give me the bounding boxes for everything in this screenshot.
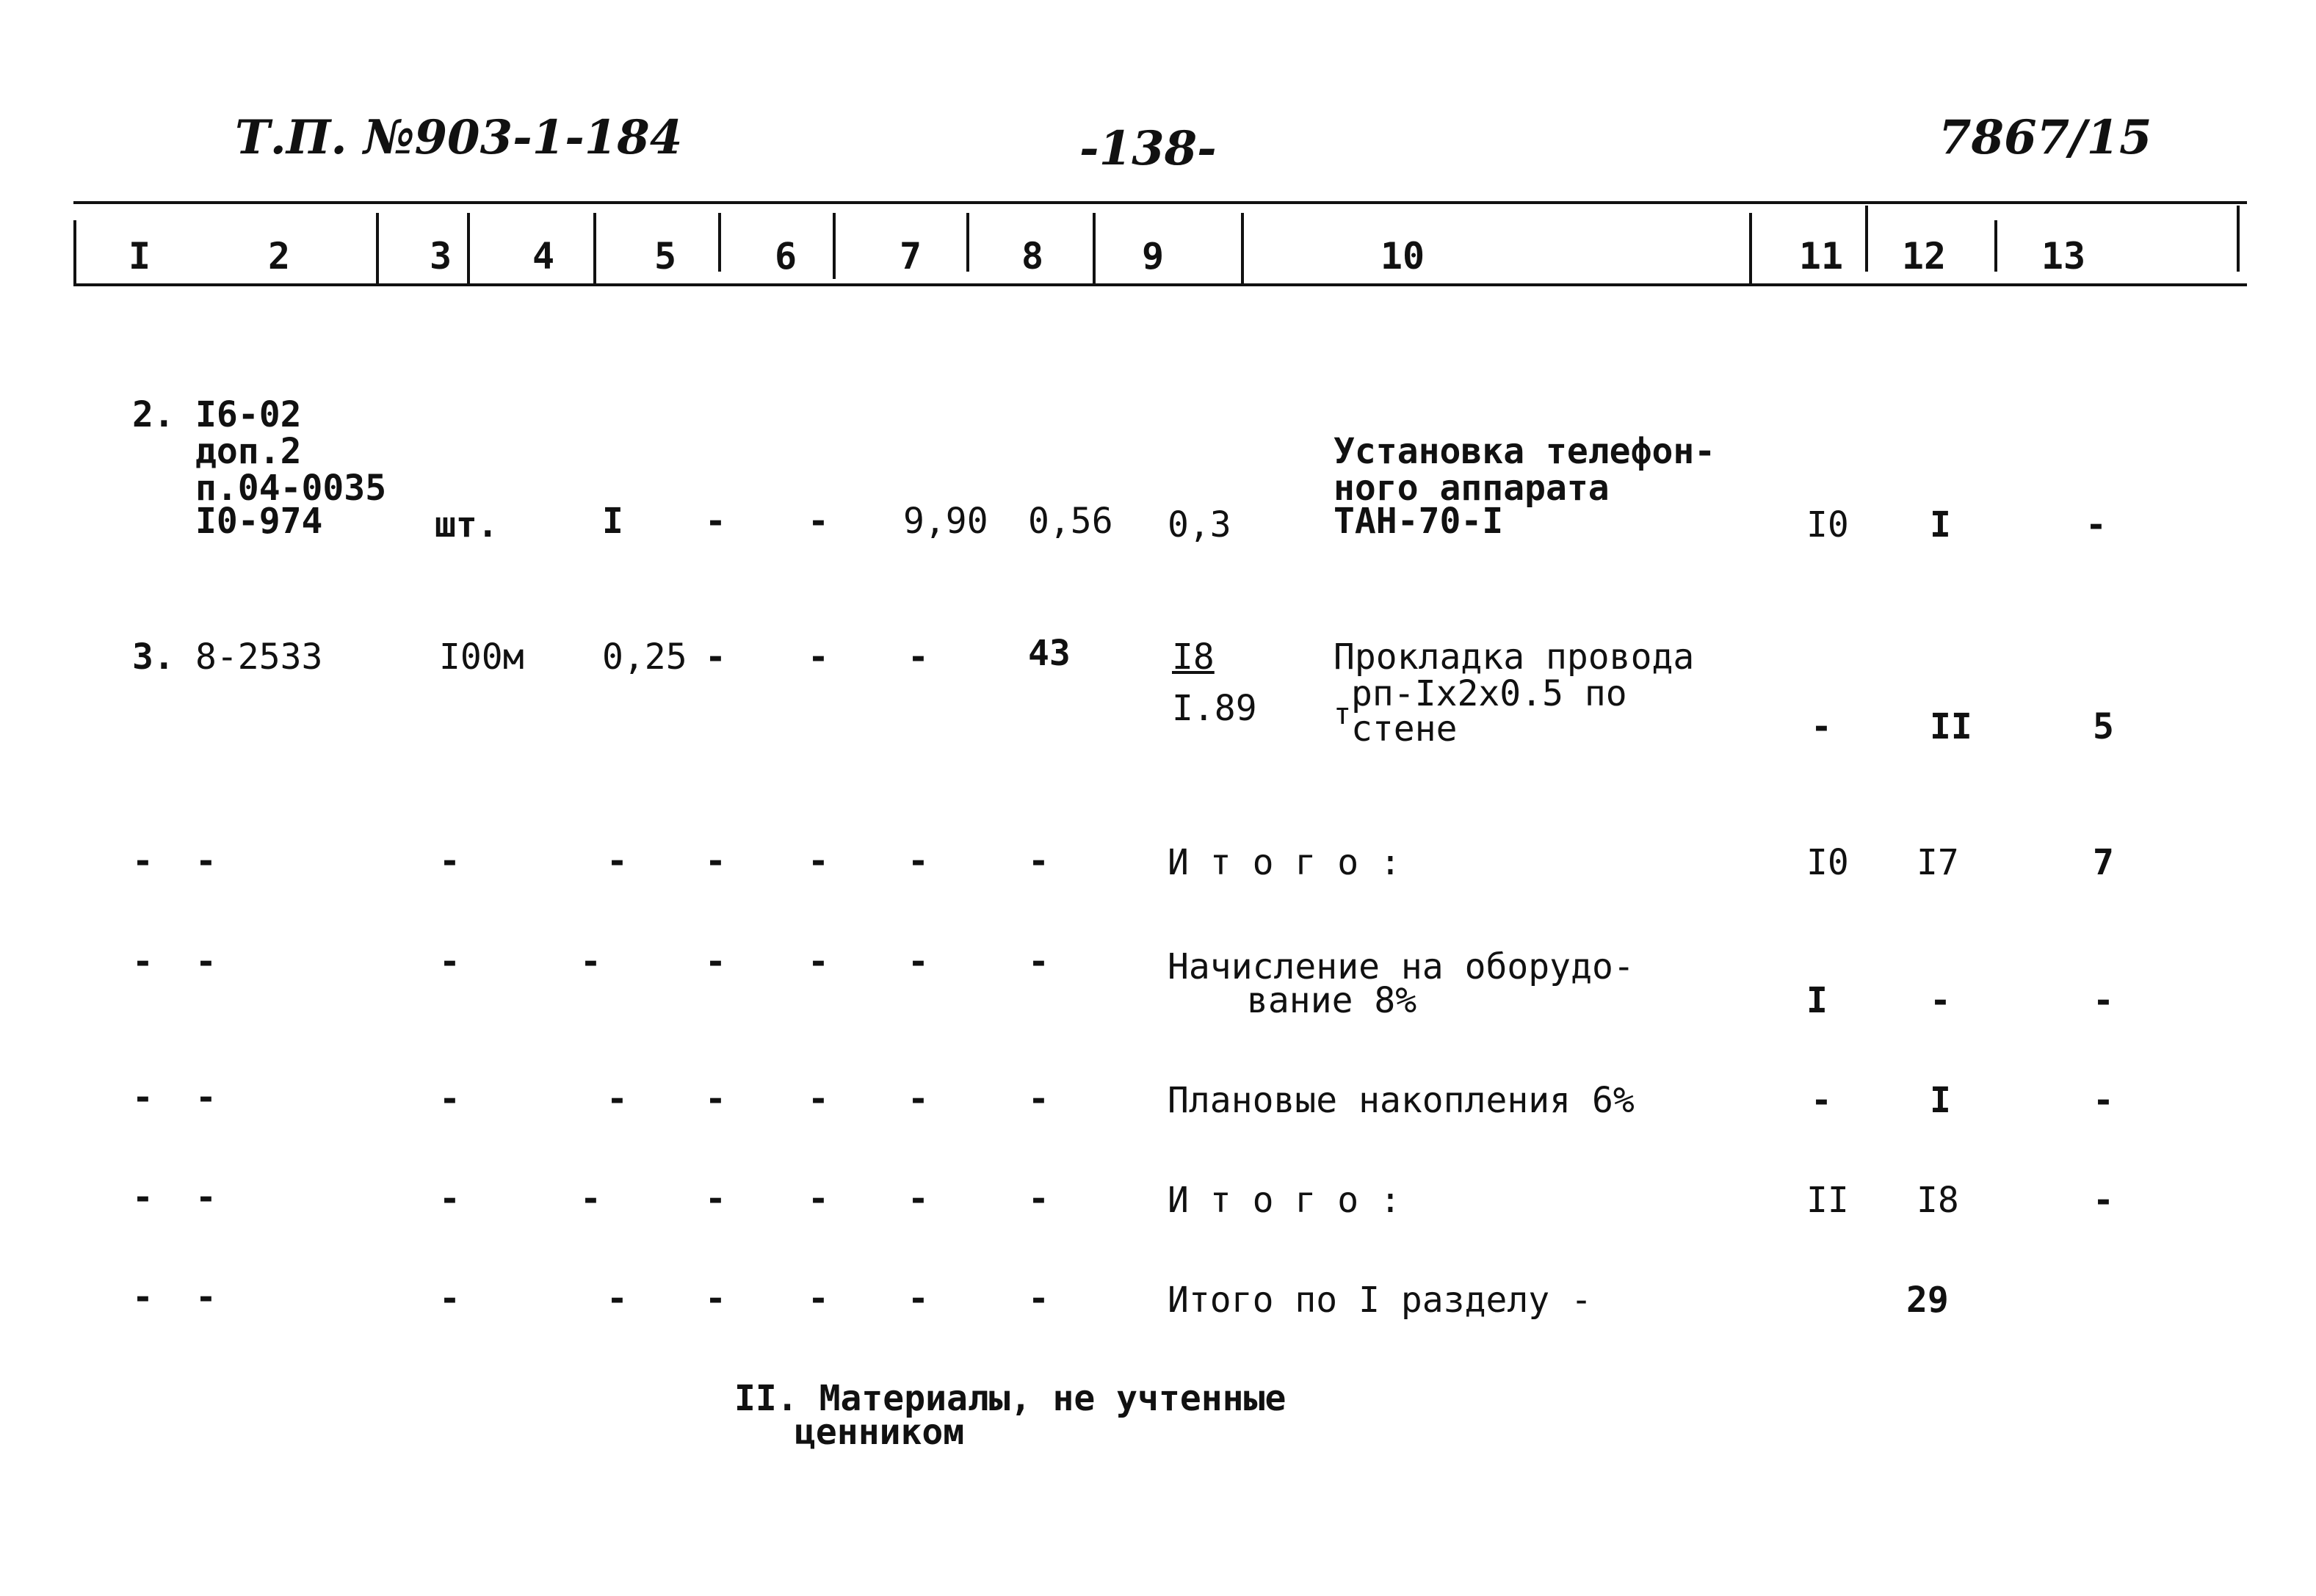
summary-label: вание 8%	[1247, 980, 1417, 1021]
dash-cell: -	[439, 1278, 460, 1319]
dash-cell: -	[607, 1278, 628, 1319]
column-number: 12	[1901, 235, 1947, 278]
column-number: 3	[429, 235, 452, 278]
unit-cell: I00м	[439, 636, 524, 678]
dash-cell: -	[1028, 1178, 1049, 1219]
dash-cell: -	[808, 1078, 829, 1120]
column-number: 2	[267, 235, 291, 278]
column-divider	[1749, 213, 1752, 286]
cell: II	[1806, 1180, 1849, 1221]
row-code: доп.2	[195, 431, 302, 472]
summary-label: И т о г о :	[1168, 1180, 1401, 1221]
dash-cell: -	[195, 841, 217, 882]
cell: 0,3	[1168, 504, 1231, 545]
row-code: I6-02	[195, 394, 302, 435]
cell: -	[705, 501, 726, 542]
column-divider	[833, 213, 836, 279]
section-heading: ценником	[795, 1412, 965, 1453]
dash-cell: -	[132, 1077, 153, 1118]
dash-cell: -	[908, 1278, 929, 1319]
dash-cell: -	[705, 1178, 726, 1219]
dash-cell: -	[195, 1077, 217, 1118]
dash-cell: -	[808, 1278, 829, 1319]
dash-cell: -	[132, 1277, 153, 1318]
section-total: 29	[1906, 1280, 1949, 1321]
description-cell: Установка телефон-	[1333, 431, 1716, 472]
column-number: I	[128, 235, 151, 278]
dash-cell: -	[439, 1178, 460, 1219]
cell: I0	[1806, 842, 1849, 883]
column-divider	[1241, 213, 1244, 286]
cell: -	[2093, 1180, 2114, 1221]
description-cell: стене	[1351, 708, 1458, 750]
table-top-rule	[73, 201, 2247, 204]
dash-cell: -	[580, 941, 601, 982]
cell: II	[1930, 706, 1972, 747]
row-code: 8-2533	[195, 636, 323, 678]
dash-cell: -	[439, 841, 460, 882]
row-code: I0-974	[195, 501, 323, 542]
dash-cell: -	[808, 841, 829, 882]
quantity-cell: 0,25	[602, 636, 687, 678]
cell: 0,56	[1028, 501, 1113, 542]
dash-cell: -	[195, 1277, 217, 1318]
dash-cell: -	[908, 841, 929, 882]
description-prefix: т	[1333, 697, 1352, 731]
column-number: 5	[654, 235, 677, 278]
summary-label: Плановые накопления 6%	[1168, 1080, 1635, 1121]
column-number: 4	[532, 235, 555, 278]
table-header-bottom-rule	[73, 283, 2247, 286]
cell: -	[1930, 980, 1951, 1021]
summary-label: Итого по I разделу -	[1168, 1280, 1592, 1321]
cell: -	[1811, 1080, 1832, 1121]
cell: I7	[1917, 842, 1959, 883]
dash-cell: -	[607, 841, 628, 882]
cell: -	[808, 501, 829, 542]
column-divider	[467, 213, 470, 286]
row-number: 2.	[132, 394, 175, 435]
column-divider	[1865, 206, 1868, 272]
doc-id: Т.П. №903-1-184	[235, 110, 683, 165]
column-number: 11	[1798, 235, 1844, 278]
page-number: -138-	[1079, 121, 1217, 176]
cell: I	[1806, 980, 1828, 1021]
column-number: 13	[2041, 235, 2086, 278]
column-divider	[2237, 206, 2240, 272]
column-divider	[73, 220, 76, 286]
cell: 9,90	[903, 501, 988, 542]
dash-cell: -	[1028, 841, 1049, 882]
dash-cell: -	[705, 1278, 726, 1319]
dash-cell: -	[607, 1078, 628, 1120]
column-divider	[966, 213, 969, 272]
cell: -	[808, 636, 829, 678]
dash-cell: -	[439, 1078, 460, 1120]
description-cell: Прокладка провода	[1333, 636, 1695, 678]
dash-cell: -	[132, 1177, 153, 1218]
cell: I0	[1806, 504, 1849, 545]
column-number: 7	[899, 235, 922, 278]
row-number: 3.	[132, 636, 175, 678]
dash-cell: -	[439, 941, 460, 982]
column-number: 10	[1380, 235, 1425, 278]
cell: -	[2085, 504, 2107, 545]
cell: I.89	[1172, 688, 1257, 729]
unit-cell: шт.	[435, 504, 499, 545]
dash-cell: -	[1028, 941, 1049, 982]
column-divider	[376, 213, 379, 286]
dash-cell: -	[908, 941, 929, 982]
column-divider	[593, 213, 596, 286]
row-code: п.04-0035	[195, 468, 387, 509]
dash-cell: -	[808, 1178, 829, 1219]
dash-cell: -	[132, 941, 153, 982]
dash-cell: -	[908, 1178, 929, 1219]
dash-cell: -	[705, 941, 726, 982]
cell: -	[2093, 980, 2114, 1021]
column-number: 9	[1141, 235, 1165, 278]
column-divider	[718, 213, 721, 272]
cell: -	[705, 636, 726, 678]
column-number: 6	[774, 235, 797, 278]
column-divider	[1994, 220, 1997, 272]
cell: I8	[1172, 636, 1215, 678]
description-cell: рп-Iх2х0.5 по	[1351, 673, 1627, 714]
cell: 7	[2093, 842, 2114, 883]
description-cell: ного аппарата	[1333, 468, 1610, 509]
cell: I	[1930, 504, 1951, 545]
summary-label: И т о г о :	[1168, 842, 1401, 883]
document-reference: 7867/15	[1939, 110, 2152, 165]
cell: 5	[2093, 706, 2114, 747]
dash-cell: -	[195, 1177, 217, 1218]
dash-cell: -	[1028, 1278, 1049, 1319]
cell: 43	[1028, 633, 1071, 674]
section-heading: II. Материалы, не учтенные	[734, 1378, 1287, 1419]
summary-label: Начисление на оборудо-	[1168, 946, 1635, 987]
cell: -	[1811, 706, 1832, 747]
column-divider	[1093, 213, 1096, 286]
cell: I	[1930, 1080, 1951, 1121]
description-cell: ТАН-70-I	[1333, 501, 1504, 542]
cell: I8	[1917, 1180, 1959, 1221]
dash-cell: -	[1028, 1078, 1049, 1120]
column-number: 8	[1021, 235, 1044, 278]
dash-cell: -	[908, 1078, 929, 1120]
quantity-cell: I	[602, 501, 623, 542]
dash-cell: -	[705, 1078, 726, 1120]
dash-cell: -	[580, 1178, 601, 1219]
dash-cell: -	[195, 941, 217, 982]
cell: -	[908, 636, 929, 678]
dash-cell: -	[705, 841, 726, 882]
dash-cell: -	[132, 841, 153, 882]
dash-cell: -	[808, 941, 829, 982]
cell: -	[2093, 1080, 2114, 1121]
